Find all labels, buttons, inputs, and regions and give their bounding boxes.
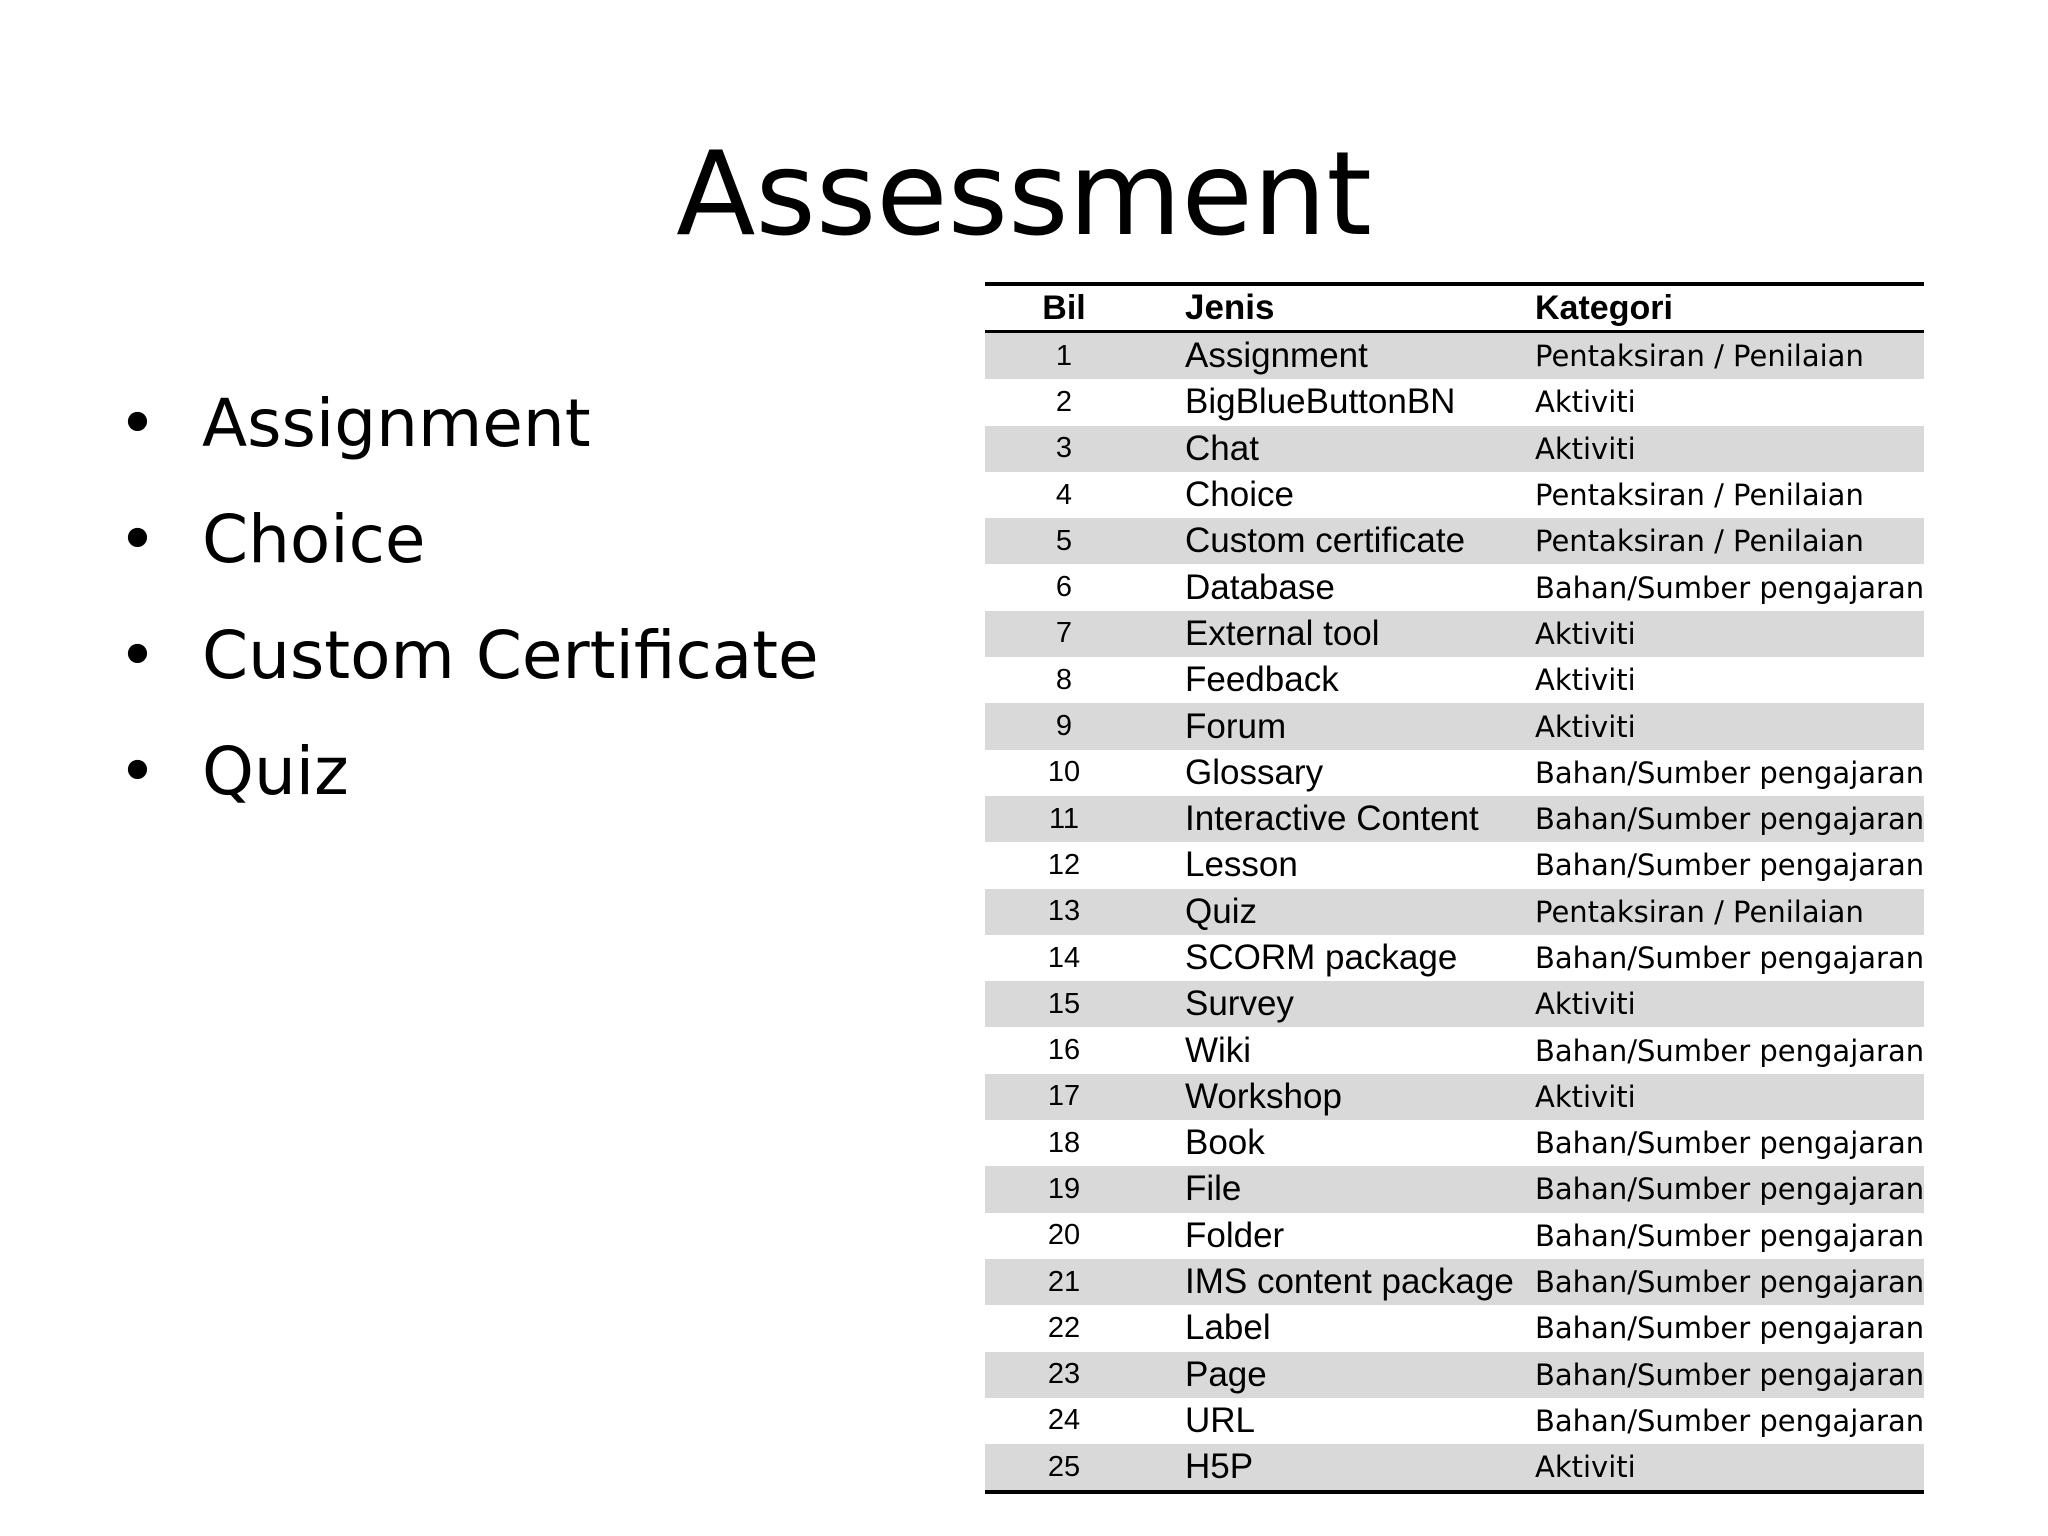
bullet-item — [118, 494, 819, 610]
kategori-text: Bahan/Sumber pengajaran — [1535, 848, 1925, 883]
table-row — [985, 518, 1924, 564]
table-row — [985, 1027, 1924, 1073]
kategori-text: Bahan/Sumber pengajaran — [1535, 1357, 1925, 1392]
cell-kategori — [1535, 1027, 1924, 1073]
kategori-text: Bahan/Sumber pengajaran — [1535, 1265, 1925, 1300]
table-row — [985, 889, 1924, 935]
cell-jenis: Custom certificate — [1185, 518, 1535, 564]
table-row — [985, 1444, 1924, 1492]
cell-bil: 17 — [985, 1074, 1185, 1120]
table-row — [985, 1352, 1924, 1398]
cell-bil: 18 — [1047, 1126, 1081, 1159]
cell-jenis: SCORM package — [1185, 938, 1458, 977]
cell-kategori — [1535, 935, 1924, 981]
cell-kategori — [1535, 1074, 1924, 1120]
cell-kategori — [1535, 1444, 1924, 1492]
bullet-dot: • — [118, 733, 157, 810]
cell-kategori — [1535, 842, 1924, 888]
table-row — [985, 1305, 1924, 1351]
kategori-text: Pentaksiran / Penilaian — [1535, 894, 1864, 929]
cell-kategori — [1535, 750, 1924, 796]
kategori-text: Aktiviti — [1535, 616, 1636, 651]
cell-bil: 11 — [985, 796, 1185, 842]
cell-jenis: Book — [1185, 1123, 1265, 1163]
table-row — [985, 842, 1924, 888]
kategori-text: Pentaksiran / Penilaian — [1535, 339, 1864, 374]
cell-bil: 23 — [985, 1352, 1185, 1398]
cell-bil: 1 — [985, 332, 1185, 380]
bullet-item — [118, 610, 819, 726]
cell-kategori — [1535, 379, 1924, 425]
cell-bil: 16 — [1047, 1034, 1081, 1067]
cell-jenis: Interactive Content — [1185, 796, 1535, 842]
table-row — [985, 750, 1924, 796]
cell-jenis: Choice — [1185, 475, 1294, 515]
bullet-text: Assignment — [202, 385, 591, 462]
header-bil: Bil — [985, 284, 1185, 332]
kategori-text: Bahan/Sumber pengajaran — [1535, 1311, 1925, 1346]
cell-jenis: External tool — [1185, 611, 1535, 657]
cell-jenis: Workshop — [1185, 1074, 1535, 1120]
cell-jenis: Survey — [1185, 981, 1535, 1027]
slide-title: Assessment — [676, 127, 1372, 262]
cell-bil: 5 — [985, 518, 1185, 564]
cell-bil: 4 — [1055, 478, 1073, 511]
cell-bil: 12 — [1047, 848, 1081, 881]
cell-kategori — [1535, 1166, 1924, 1212]
cell-jenis: Page — [1185, 1352, 1535, 1398]
cell-bil: 22 — [1047, 1311, 1081, 1344]
cell-kategori — [1535, 1120, 1924, 1166]
table-row — [985, 1120, 1924, 1166]
table-header-row — [985, 284, 1924, 332]
kategori-text: Aktiviti — [1535, 663, 1636, 698]
cell-kategori — [1535, 332, 1924, 380]
cell-bil: 24 — [1047, 1404, 1081, 1437]
cell-bil: 3 — [985, 426, 1185, 472]
cell-bil: 14 — [1047, 941, 1081, 974]
cell-jenis: Folder — [1185, 1215, 1285, 1255]
header-jenis: Jenis — [1185, 284, 1535, 332]
cell-jenis: Assignment — [1185, 332, 1535, 380]
cell-bil: 20 — [1047, 1219, 1081, 1252]
kategori-text: Aktiviti — [1535, 385, 1636, 420]
bullet-text: Custom Certificate — [202, 617, 819, 694]
cell-jenis: BigBlueButtonBN — [1185, 382, 1456, 422]
cell-kategori — [1535, 564, 1924, 610]
cell-bil: 2 — [1055, 385, 1073, 418]
cell-bil: 15 — [985, 981, 1185, 1027]
cell-jenis: Database — [1185, 567, 1335, 607]
kategori-text: Pentaksiran / Penilaian — [1535, 478, 1864, 513]
header-kategori: Kategori — [1535, 284, 1924, 332]
cell-bil: 13 — [985, 889, 1185, 935]
bullet-item — [118, 378, 819, 494]
cell-jenis: URL — [1185, 1400, 1256, 1440]
cell-kategori — [1535, 518, 1924, 564]
table-row — [985, 657, 1924, 703]
cell-kategori — [1535, 889, 1924, 935]
table-row — [985, 1166, 1924, 1212]
cell-bil: 9 — [985, 703, 1185, 749]
cell-kategori — [1535, 472, 1924, 518]
kategori-text: Bahan/Sumber pengajaran — [1535, 1126, 1925, 1161]
module-table — [985, 282, 1924, 1494]
kategori-text: Aktiviti — [1535, 987, 1636, 1022]
kategori-text: Bahan/Sumber pengajaran — [1535, 570, 1925, 605]
cell-jenis: Wiki — [1185, 1030, 1252, 1070]
kategori-text: Bahan/Sumber pengajaran — [1535, 941, 1925, 975]
kategori-text: Aktiviti — [1535, 709, 1636, 744]
table-row — [985, 1398, 1924, 1444]
kategori-text: Aktiviti — [1535, 1079, 1636, 1114]
cell-bil: 25 — [985, 1444, 1185, 1492]
cell-kategori — [1535, 426, 1924, 472]
cell-jenis: H5P — [1185, 1444, 1535, 1492]
cell-kategori — [1535, 1213, 1924, 1259]
table-body — [985, 332, 1924, 1493]
bullet-dot: • — [118, 385, 157, 462]
cell-kategori — [1535, 611, 1924, 657]
bullet-dot: • — [118, 501, 157, 578]
table-row — [985, 703, 1924, 749]
kategori-text: Pentaksiran / Penilaian — [1535, 524, 1864, 559]
table-row — [985, 1213, 1924, 1259]
table-row — [985, 1259, 1924, 1305]
kategori-text: Bahan/Sumber pengajaran — [1535, 1033, 1925, 1068]
table-row — [985, 332, 1924, 380]
kategori-text: Aktiviti — [1535, 1450, 1636, 1485]
kategori-text: Bahan/Sumber pengajaran — [1535, 1218, 1925, 1253]
cell-kategori — [1535, 796, 1924, 842]
table-row — [985, 935, 1924, 981]
table-row — [985, 379, 1924, 425]
cell-jenis: Lesson — [1185, 845, 1298, 885]
cell-bil: 8 — [1055, 663, 1073, 696]
cell-bil: 10 — [1047, 756, 1081, 789]
table-row — [985, 611, 1924, 657]
cell-jenis: IMS content package — [1185, 1259, 1535, 1305]
cell-bil: 21 — [985, 1259, 1185, 1305]
kategori-text: Bahan/Sumber pengajaran — [1535, 1172, 1925, 1207]
cell-jenis: Chat — [1185, 426, 1535, 472]
table-row — [985, 1074, 1924, 1120]
cell-jenis: Feedback — [1185, 660, 1339, 700]
kategori-text: Bahan/Sumber pengajaran — [1535, 802, 1925, 837]
cell-bil: 6 — [1055, 571, 1073, 604]
cell-kategori — [1535, 657, 1924, 703]
bullet-dot: • — [118, 617, 157, 694]
bullet-text: Choice — [202, 501, 426, 578]
kategori-text: Bahan/Sumber pengajaran — [1535, 755, 1925, 790]
cell-jenis: Glossary — [1185, 752, 1324, 792]
table-row — [985, 564, 1924, 610]
cell-bil: 19 — [985, 1166, 1185, 1212]
kategori-text: Bahan/Sumber pengajaran — [1535, 1403, 1925, 1438]
bullet-text: Quiz — [202, 733, 349, 810]
cell-kategori — [1535, 703, 1924, 749]
bullet-item — [118, 726, 819, 842]
cell-kategori — [1535, 981, 1924, 1027]
cell-bil: 7 — [985, 611, 1185, 657]
table-row — [985, 796, 1924, 842]
cell-kategori — [1535, 1305, 1924, 1351]
cell-jenis: Label — [1185, 1308, 1271, 1348]
table-row — [985, 426, 1924, 472]
cell-kategori — [1535, 1259, 1924, 1305]
cell-kategori — [1535, 1352, 1924, 1398]
cell-jenis: Quiz — [1185, 889, 1535, 935]
table-row — [985, 981, 1924, 1027]
cell-jenis: File — [1185, 1166, 1535, 1212]
bullet-list — [118, 378, 819, 842]
kategori-text: Aktiviti — [1535, 431, 1636, 466]
module-table-wrapper — [985, 282, 1924, 1494]
cell-jenis: Forum — [1185, 703, 1535, 749]
table-row — [985, 472, 1924, 518]
cell-kategori — [1535, 1398, 1924, 1444]
